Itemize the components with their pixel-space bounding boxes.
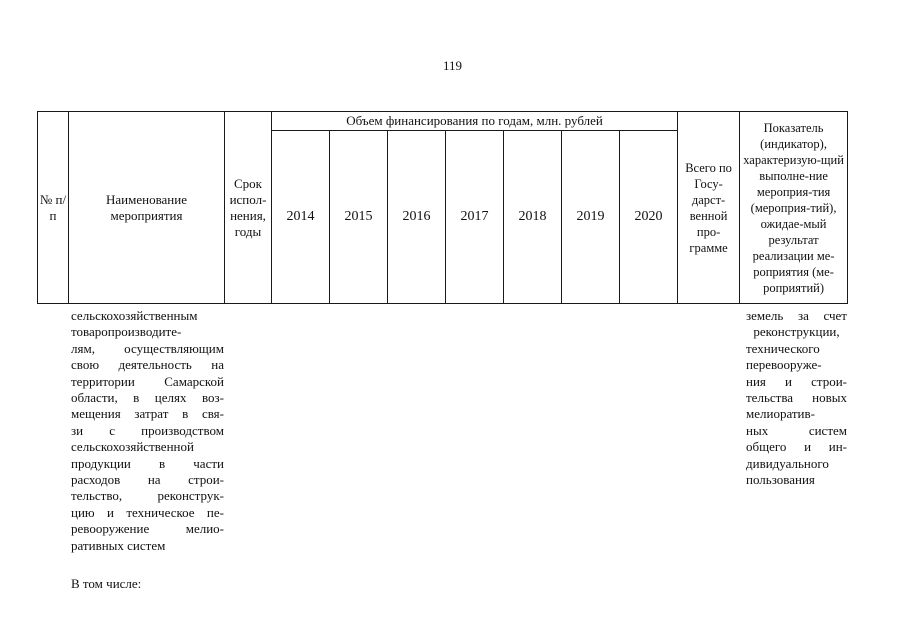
header-year: 2019 — [562, 131, 620, 304]
text-line: сельскохозяйственной — [71, 439, 194, 455]
text-line: тельства новых — [746, 390, 847, 406]
text-line: расходов на строи- — [71, 472, 224, 488]
header-financing: Объем финансирования по годам, млн. рублей — [272, 112, 678, 131]
text-line: мещения затрат в свя- — [71, 406, 224, 422]
header-total: Всего по Госу-дарст-венной про-грамме — [678, 112, 740, 304]
text-line: области, в целях воз- — [71, 390, 224, 406]
header-year: 2020 — [620, 131, 678, 304]
header-year: 2016 — [388, 131, 446, 304]
header-year: 2018 — [504, 131, 562, 304]
header-indicator: Показатель (индикатор), характеризую-щий выполне-ние мероприя-тия (мероприя-тий), ожидае-мый результат реализации ме-роприятия (ме-роприятий) — [740, 112, 848, 304]
text-line: земель за счет — [746, 308, 847, 323]
text-line: дивидуального — [746, 455, 829, 471]
text-line: общего и ин- — [746, 439, 847, 455]
text-line: тельство, реконструк- — [71, 488, 224, 504]
text-line: цию и техническое пе- — [71, 504, 224, 520]
text-line: ративных систем — [71, 537, 166, 553]
text-line: зи с производством — [71, 422, 224, 438]
text-line: мелиоратив- — [746, 406, 815, 422]
text-line: ния и строи- — [746, 373, 847, 389]
text-line: реконструкции, — [753, 324, 840, 340]
text-line: территории Самарской — [71, 373, 224, 389]
text-line: технического — [746, 340, 820, 356]
financing-table — [37, 111, 848, 304]
header-year: 2015 — [330, 131, 388, 304]
header-term: Срок испол-нения, годы — [225, 112, 272, 304]
page-number: 119 — [442, 58, 463, 73]
text-line: лям, осуществляющим — [71, 340, 224, 356]
text-line: ревооружение мелио- — [71, 521, 224, 537]
header-year: 2014 — [272, 131, 330, 304]
text-line: перевооруже- — [746, 357, 822, 373]
including-label: В том числе: — [71, 576, 142, 591]
text-line: товаропроизводите- — [71, 324, 182, 340]
header-year: 2017 — [446, 131, 504, 304]
indicator-continuation — [746, 308, 847, 488]
measure-name-continuation — [71, 308, 224, 554]
text-line: свою деятельность на — [71, 357, 224, 373]
text-line: продукции в части — [71, 455, 224, 471]
text-line: сельскохозяйственным — [71, 308, 198, 323]
header-number: № п/п — [38, 112, 69, 304]
text-line: ных систем — [746, 422, 847, 438]
header-name: Наименование мероприятия — [69, 112, 225, 304]
text-line: пользования — [746, 472, 815, 488]
